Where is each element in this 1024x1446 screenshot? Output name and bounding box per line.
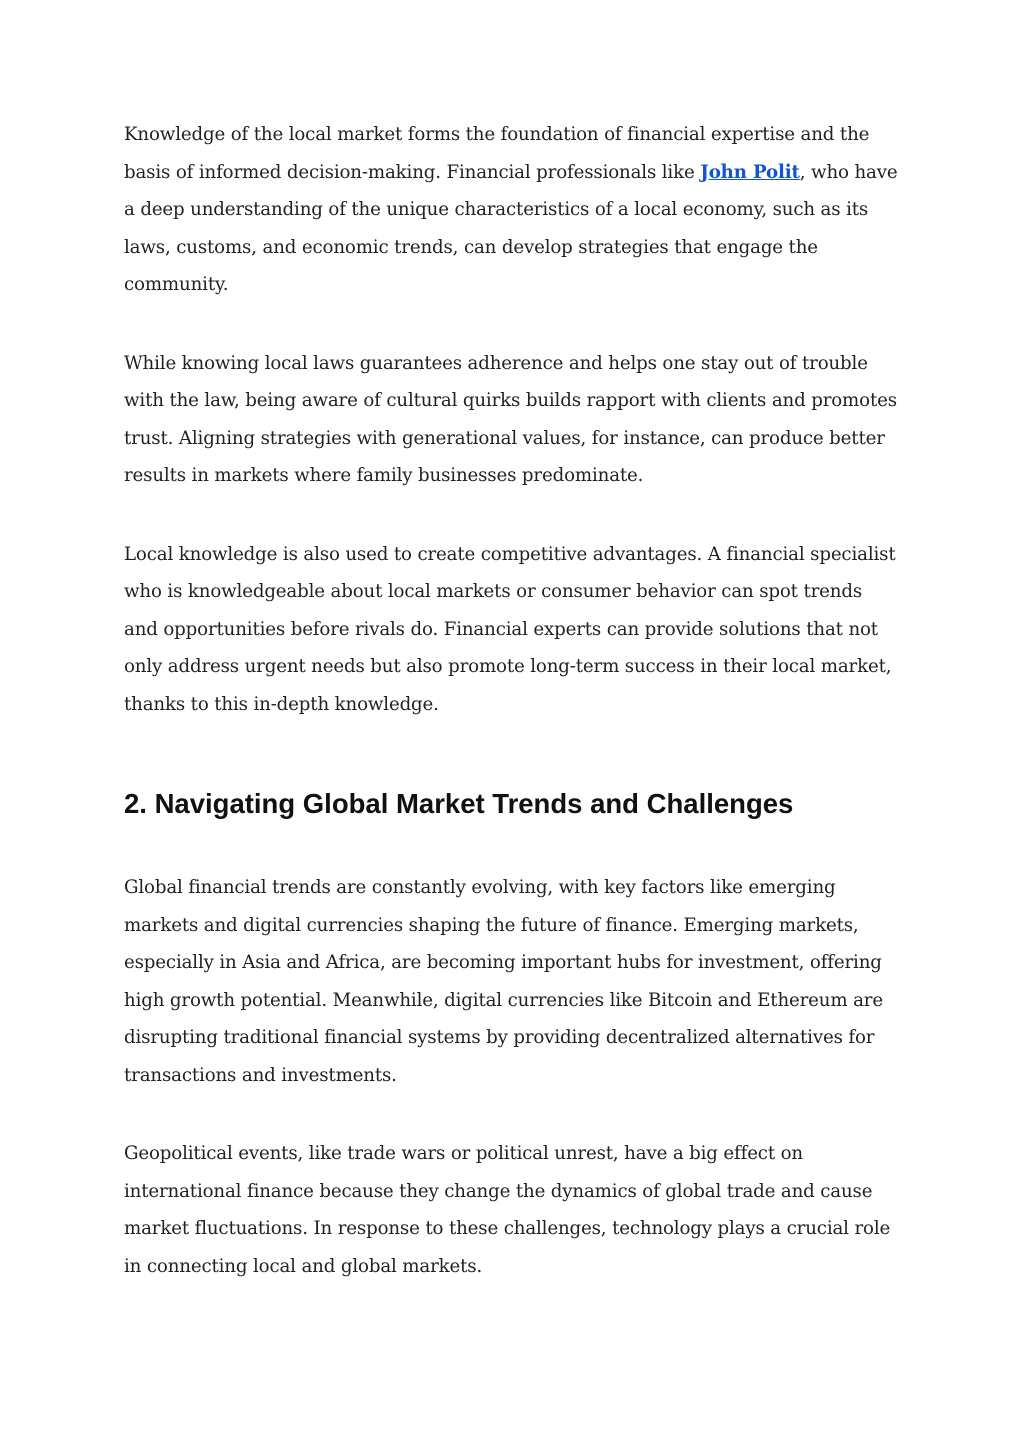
paragraph-global-trends: Global financial trends are constantly evolving, with key factors like emerging markets and digital currencies shaping the future of finance. Emerging markets, especially in Asia and Africa, are becoming important hubs for investment, offering high growth potential. Meanwhile, digital currencies like Bitcoin and Ethereum are disrupting traditional financial systems by providing decentralized alternatives for transactions and investments. bbox=[124, 877, 883, 1086]
paragraph-geopolitical: Geopolitical events, like trade wars or political unrest, have a big effect on international finance because they change the dynamics of global trade and cause market fluctuations. In response to these challenges, technology plays a crucial role in connecting local and global markets. bbox=[124, 1143, 891, 1277]
paragraph-text: , who have a deep understanding of the unique characteristics of a local economy, such as its laws, customs, and economic trends, can develop strategies that engage the community. bbox=[124, 161, 898, 295]
document-page bbox=[124, 116, 899, 1326]
paragraph-local-laws: While knowing local laws guarantees adherence and helps one stay out of trouble with the law, being aware of cultural quirks builds rapport with clients and promotes trust. Aligning strategies with generational values, for instance, can produce better results in markets where family businesses predominate. bbox=[124, 352, 897, 486]
section-heading: 2. Navigating Global Market Trends and Challenges bbox=[124, 788, 794, 819]
paragraph-text: Knowledge of the local market forms the foundation of financial expertise and the basis of informed decision-making. Financial professionals like bbox=[124, 124, 870, 183]
paragraph-competitive-advantage: Local knowledge is also used to create competitive advantages. A financial specialist who is knowledgeable about local markets or consumer behavior can spot trends and opportunities before rivals do. Financial experts can provide solutions that not only address urgent needs but also promote long-term success in their local market, thanks to this in-depth knowledge. bbox=[124, 543, 896, 715]
john-polit-link[interactable]: John Polit bbox=[700, 161, 800, 183]
paragraph-local-knowledge bbox=[124, 116, 899, 304]
